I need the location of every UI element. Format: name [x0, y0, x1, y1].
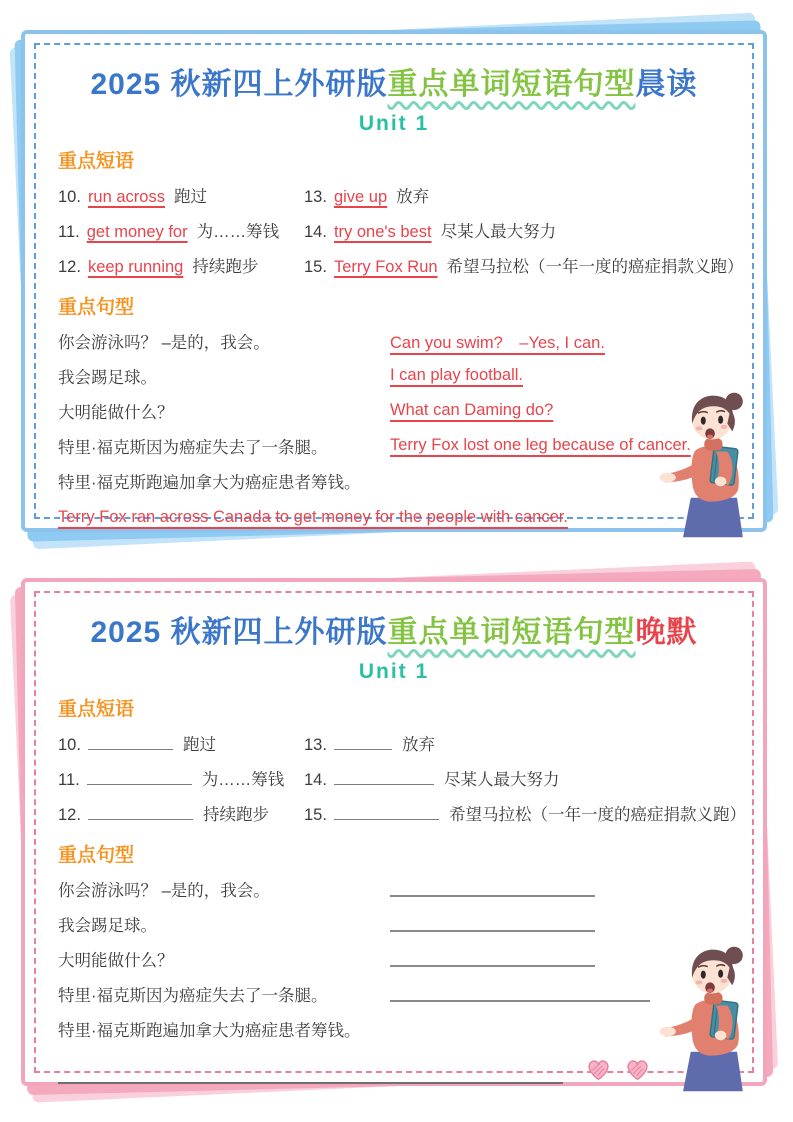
phrases-heading: 重点短语	[58, 699, 135, 720]
phrase-english: Terry Fox Run	[333, 257, 438, 276]
teacher-girl-illustration	[658, 390, 764, 540]
sentence-row	[58, 323, 730, 358]
sentence-chinese: 特里·福克斯跑遍加拿大为癌症患者筹钱。	[58, 473, 361, 492]
answer-blank	[87, 771, 192, 785]
sentence-row	[58, 358, 730, 393]
phrase-number: 14.	[304, 222, 327, 241]
title-highlight: 重点单词短语句型	[387, 68, 636, 101]
phrases-list	[58, 725, 746, 830]
phrase-english: get money for	[86, 222, 188, 241]
sentence-chinese: 你会游泳吗？ –是的，我会。	[58, 333, 270, 352]
card-panel	[21, 30, 767, 532]
answer-blank	[88, 806, 193, 820]
phrase-chinese: 尽某人最大努力	[443, 770, 560, 789]
phrase-chinese: 跑过	[173, 187, 207, 206]
title-prefix: 2025 秋新四上外研版	[90, 616, 388, 649]
sentences-heading: 重点句型	[58, 845, 135, 866]
phrase-row	[58, 731, 304, 755]
phrase-number: 12.	[58, 805, 81, 824]
sentence-english: Terry Fox lost one leg because of cancer.	[390, 436, 691, 454]
sentence-chinese: 特里·福克斯跑遍加拿大为癌症患者筹钱。	[58, 1021, 361, 1040]
sentence-chinese: 大明能做什么？	[58, 403, 174, 422]
phrase-number: 14.	[304, 770, 327, 789]
phrase-chinese: 为……筹钱	[196, 222, 280, 241]
sentences-list	[58, 871, 730, 1084]
phrase-chinese: 持续跑步	[202, 805, 269, 824]
sentence-english: Can you swim? –Yes, I can.	[390, 333, 605, 352]
phrase-chinese: 放弃	[401, 735, 435, 754]
phrase-english: keep running	[87, 257, 184, 276]
phrase-number: 15.	[304, 805, 327, 824]
morning-reading-card	[21, 30, 767, 532]
sentence-english: I can play football.	[390, 366, 523, 384]
answer-blank	[88, 736, 173, 750]
sentence-chinese: 大明能做什么？	[58, 951, 174, 970]
phrase-row	[304, 183, 744, 207]
long-sentence-english: Terry Fox ran across Canada to get money for the people with cancer.	[58, 508, 568, 526]
phrases-list	[58, 177, 744, 282]
answer-blank	[334, 771, 434, 785]
page-title	[58, 59, 730, 103]
phrase-chinese: 持续跑步	[192, 257, 259, 276]
title-highlight: 重点单词短语句型	[387, 616, 636, 649]
phrase-row	[304, 801, 746, 825]
phrase-english: try one's best	[333, 222, 432, 241]
phrase-chinese: 放弃	[396, 187, 430, 206]
unit-label: Unit 1	[358, 660, 430, 683]
sentence-row	[58, 976, 730, 1011]
answer-blank	[390, 881, 595, 897]
sentence-english: What can Daming do?	[390, 401, 554, 419]
sentences-heading: 重点句型	[58, 297, 135, 318]
answer-blank	[334, 806, 439, 820]
sentence-chinese: 特里·福克斯因为癌症失去了一条腿。	[58, 438, 328, 457]
phrase-number: 12.	[58, 257, 81, 276]
sentence-chinese: 我会踢足球。	[58, 916, 157, 935]
sentence-row	[58, 871, 730, 906]
phrase-row	[304, 253, 744, 277]
title-prefix: 2025 秋新四上外研版	[90, 68, 388, 101]
sentence-chinese: 我会踢足球。	[58, 368, 157, 387]
phrase-row	[304, 766, 746, 790]
long-answer-blank	[58, 1068, 563, 1084]
card-dashed-frame	[34, 43, 754, 526]
answer-blank	[390, 986, 650, 1002]
phrase-row	[58, 766, 304, 790]
title-suffix: 晚默	[635, 616, 698, 649]
answer-blank	[390, 951, 595, 967]
card-dashed-frame	[34, 591, 754, 1073]
sentences-list	[58, 323, 730, 527]
phrase-number: 11.	[58, 222, 80, 241]
phrase-number: 15.	[304, 257, 327, 276]
phrase-row	[58, 183, 304, 207]
phrase-row	[58, 253, 304, 277]
phrase-number: 13.	[304, 735, 327, 754]
sentence-row	[58, 906, 730, 941]
sentence-row	[58, 428, 730, 463]
card-panel	[21, 578, 767, 1086]
phrase-row	[58, 801, 304, 825]
phrase-number: 10.	[58, 735, 81, 754]
sentence-row	[58, 941, 730, 976]
hearts-decoration	[585, 1057, 651, 1082]
phrase-english: run across	[87, 187, 165, 206]
phrase-chinese: 希望马拉松（一年一度的癌症捐款义跑）	[448, 805, 746, 824]
answer-blank	[390, 916, 595, 932]
phrase-chinese: 为……筹钱	[201, 770, 285, 789]
sentence-row	[58, 463, 730, 498]
sentence-row	[58, 393, 730, 428]
phrase-chinese: 希望马拉松（一年一度的癌症捐款义跑）	[446, 257, 744, 276]
sentence-chinese: 特里·福克斯因为癌症失去了一条腿。	[58, 986, 328, 1005]
phrase-number: 13.	[304, 187, 327, 206]
answer-blank	[334, 736, 392, 750]
evening-dictation-card	[21, 578, 767, 1086]
teacher-girl-illustration	[658, 944, 764, 1094]
phrase-number: 10.	[58, 187, 81, 206]
heart-icon	[585, 1057, 612, 1082]
phrase-chinese: 尽某人最大努力	[440, 222, 557, 241]
heart-icon	[624, 1057, 651, 1082]
page-title	[58, 607, 730, 651]
sentence-chinese: 你会游泳吗？ –是的，我会。	[58, 881, 270, 900]
phrase-number: 11.	[58, 770, 80, 789]
phrase-row	[304, 218, 744, 242]
unit-label: Unit 1	[358, 112, 430, 135]
phrase-row	[58, 218, 304, 242]
phrase-chinese: 跑过	[182, 735, 216, 754]
sentence-row	[58, 1011, 730, 1046]
phrases-heading: 重点短语	[58, 151, 135, 172]
phrase-row	[304, 731, 746, 755]
phrase-english: give up	[333, 187, 388, 206]
title-suffix: 晨读	[635, 68, 698, 101]
